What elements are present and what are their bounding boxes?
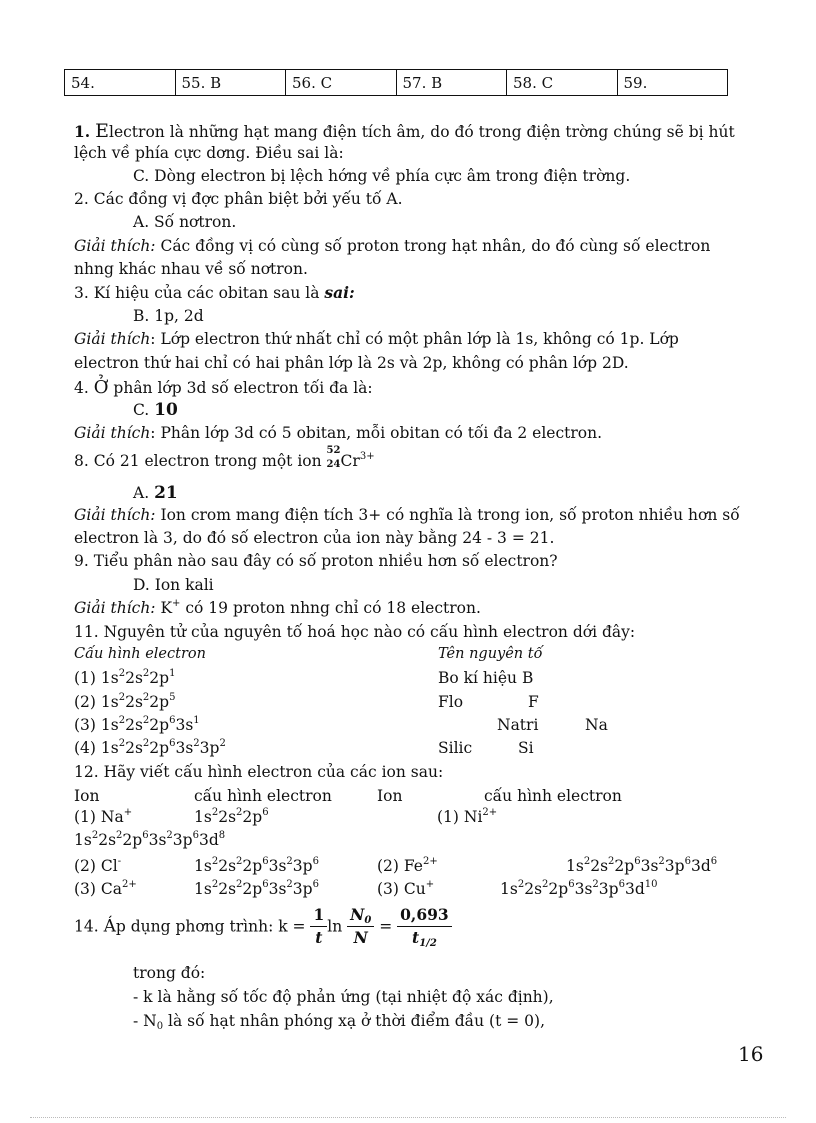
q1-first-letter: E: [95, 120, 109, 142]
q9-question: 9. Tiểu phân nào sau đây có số proton nhiều hơn số electron?: [74, 552, 558, 570]
element-symbol: Cr: [340, 452, 360, 470]
q11-symbol-2: F: [528, 693, 539, 711]
q11-question: 11. Nguyên tử của nguyên tố hoá học nào có cấu hình electron dới đây:: [74, 623, 636, 641]
q8-answer: [133, 483, 178, 503]
q12-question: 12. Hãy viết cấu hình electron của các ion sau:: [74, 763, 444, 781]
q8-text: 8. Có 21 electron trong một ion: [74, 452, 327, 470]
q12-config-cl: $1s^22s^22p^63s^23p^6$: [194, 856, 319, 875]
q2-answer: A. Số nơtron.: [133, 213, 237, 231]
q14-item-1: - k là hằng số tốc độ phản ứng (tại nhiệt độ xác định),: [133, 988, 554, 1006]
q8-explain-line1: [74, 506, 740, 524]
q1-line2: lệch về phía cực dơng. Điều sai là:: [74, 144, 344, 162]
answer-value: 21: [154, 483, 178, 503]
q3-text: 3. Kí hiệu của các obitan sau là: [74, 284, 325, 302]
explain-label: Giải thích: [74, 330, 151, 348]
q12-header-ion-1: Ion: [74, 787, 100, 805]
q8-question: [74, 445, 375, 471]
q12-ion-ca: (3) $Ca^{2+}$: [74, 879, 137, 898]
answer-cell: 57. B: [396, 70, 507, 96]
q3-explain-line1: [74, 330, 679, 348]
q11-element-3: Natri: [497, 716, 539, 734]
q1-line1: [74, 120, 735, 142]
q9-answer: D. Ion kali: [133, 576, 214, 594]
q4-o-char: Ở: [93, 377, 109, 398]
q12-config-cu: $1s^22s^22p^63s^23p^63d^{10}$: [500, 879, 658, 898]
fraction-n0-over-n: $\frac{N_0}{N}$: [347, 904, 374, 949]
q14-equation: [74, 904, 452, 949]
q1-text: lectron là những hạt mang điện tích âm, do đó trong điện trờng chúng sẽ bị hút: [109, 123, 735, 141]
answer-value: 10: [154, 400, 178, 420]
q12-ion-ni: (1) $Ni^{2+}$: [437, 807, 498, 826]
q3-emphasis: sai:: [324, 283, 355, 302]
q2-explain-line1: [74, 237, 710, 255]
explain-label: Giải thích: [74, 424, 151, 442]
q12-ion-cu: (3) Cu+: [377, 879, 435, 898]
q12-ion-cl: (2) Cl-: [74, 856, 122, 875]
ion-charge: 3+: [359, 451, 375, 462]
answer-cell: 55. B: [175, 70, 286, 96]
explain-label: Giải thích:: [74, 506, 156, 524]
q11-col2-header: Tên nguyên tố: [438, 646, 543, 662]
mass-number: 52: [326, 445, 341, 456]
q12-ion-fe: (2) $Fe^{2+}$: [377, 856, 438, 875]
q11-config-4: (4) $1s^22s^22p^63s^23p^2$: [74, 738, 226, 757]
equals-sign: =: [374, 917, 398, 936]
q12-config-ca: $1s^22s^22p^63s^23p^6$: [194, 879, 319, 898]
atomic-number: 24: [326, 459, 341, 470]
q11-config-3: (3) $1s^22s^22p^63s^1$: [74, 715, 200, 734]
q4-answer: [133, 400, 178, 420]
q14-number: 14.: [74, 917, 104, 936]
q14-text: p dụng phơng trình: k =: [115, 917, 311, 936]
q2-explain-line2: nhng khác nhau về số nơtron.: [74, 260, 308, 278]
answer-cell: 59.: [617, 70, 728, 96]
q12-config-fe: $1s^22s^22p^63s^23p^63d^6$: [566, 856, 718, 875]
q3-answer: B. 1p, 2d: [133, 307, 204, 325]
nuclide-notation: [326, 445, 341, 471]
q3-question: [74, 283, 355, 302]
explain-text: : Lớp electron thứ nhất chỉ có một phân lớp là 1s, không có 1p. Lớp: [150, 330, 679, 348]
q11-config-2: (2) $1s^22s^22p^5$: [74, 692, 176, 711]
q14-where: trong đó:: [133, 964, 206, 982]
explain-text: : Phân lớp 3d có 5 obitan, mỗi obitan có tối đa 2 electron.: [150, 424, 603, 442]
q12-header-config-2: cấu hình electron: [484, 787, 622, 805]
answer-prefix: A.: [133, 484, 155, 502]
q12-config-na: $1s^22s^22p^6$: [194, 807, 269, 826]
q11-element-4: Silic: [438, 739, 473, 757]
answer-cell: 58. C: [507, 70, 618, 96]
page-number: 16: [738, 1042, 764, 1066]
answer-table: [64, 69, 728, 96]
answer-prefix: C.: [133, 401, 155, 419]
explain-label: Giải thích:: [74, 599, 156, 617]
q11-config-1: (1) $1s^22s^22p^1$: [74, 668, 176, 687]
q4-text: phân lớp 3d số electron tối đa là:: [108, 379, 373, 397]
q11-symbol-4: Si: [518, 739, 534, 757]
explain-text: Các đồng vị có cùng số proton trong hạt nhân, do đó cùng số electron: [155, 237, 711, 255]
q4-explain: [74, 424, 602, 442]
ion-charge: +: [172, 598, 181, 609]
answer-cell: 54.: [65, 70, 176, 96]
q1-number: 1.: [74, 122, 91, 141]
fraction-half-life: $\frac{0,693}{t_{1/2}}$: [397, 904, 452, 949]
q12-header-config-1: cấu hình electron: [194, 787, 332, 805]
q11-col1-header: Cấu hình electron: [74, 646, 206, 662]
q12-ion-na: (1) Na+: [74, 807, 133, 826]
explain-label: Giải thích:: [74, 237, 156, 255]
fraction-1-over-t: $\frac{1}{t}$: [310, 904, 327, 949]
q2-question: 2. Các đồng vị đợc phân biệt bởi yếu tố A.: [74, 190, 403, 208]
q3-explain-line2: electron thứ hai chỉ có hai phân lớp là 2s và 2p, không có phân lớp 2D.: [74, 354, 629, 372]
footer-divider: [30, 1117, 786, 1118]
ion-symbol: K: [155, 599, 173, 617]
q12-config-ni: $1s^22s^22p^63s^23p^63d^8$: [74, 830, 226, 849]
explain-text: có 19 proton nhng chỉ có 18 electron.: [180, 599, 481, 617]
q11-element-1: Bo kí hiệu B: [438, 669, 534, 687]
q4-number: 4.: [74, 379, 94, 397]
q11-element-2: Flo: [438, 693, 464, 711]
q1-answer: C. Dòng electron bị lệch hớng về phía cực âm trong điện trờng.: [133, 167, 631, 185]
q12-header-ion-2: Ion: [377, 787, 403, 805]
q14-a-char: Á: [103, 916, 116, 937]
q9-explain: [74, 599, 481, 617]
answer-row: [65, 70, 728, 96]
q11-symbol-3: Na: [585, 716, 608, 734]
q14-item-2: - $N_0$ là số hạt nhân phóng xạ ở thời điểm đầu (t = 0),: [133, 1012, 546, 1032]
q8-explain-line2: electron là 3, do đó số electron của ion này bằng 24 - 3 = 21.: [74, 529, 555, 547]
q4-question: [74, 377, 373, 398]
ln-operator: ln: [327, 917, 343, 936]
explain-text: Ion crom mang điện tích 3+ có nghĩa là trong ion, số proton nhiều hơn số: [155, 506, 740, 524]
answer-cell: 56. C: [286, 70, 397, 96]
